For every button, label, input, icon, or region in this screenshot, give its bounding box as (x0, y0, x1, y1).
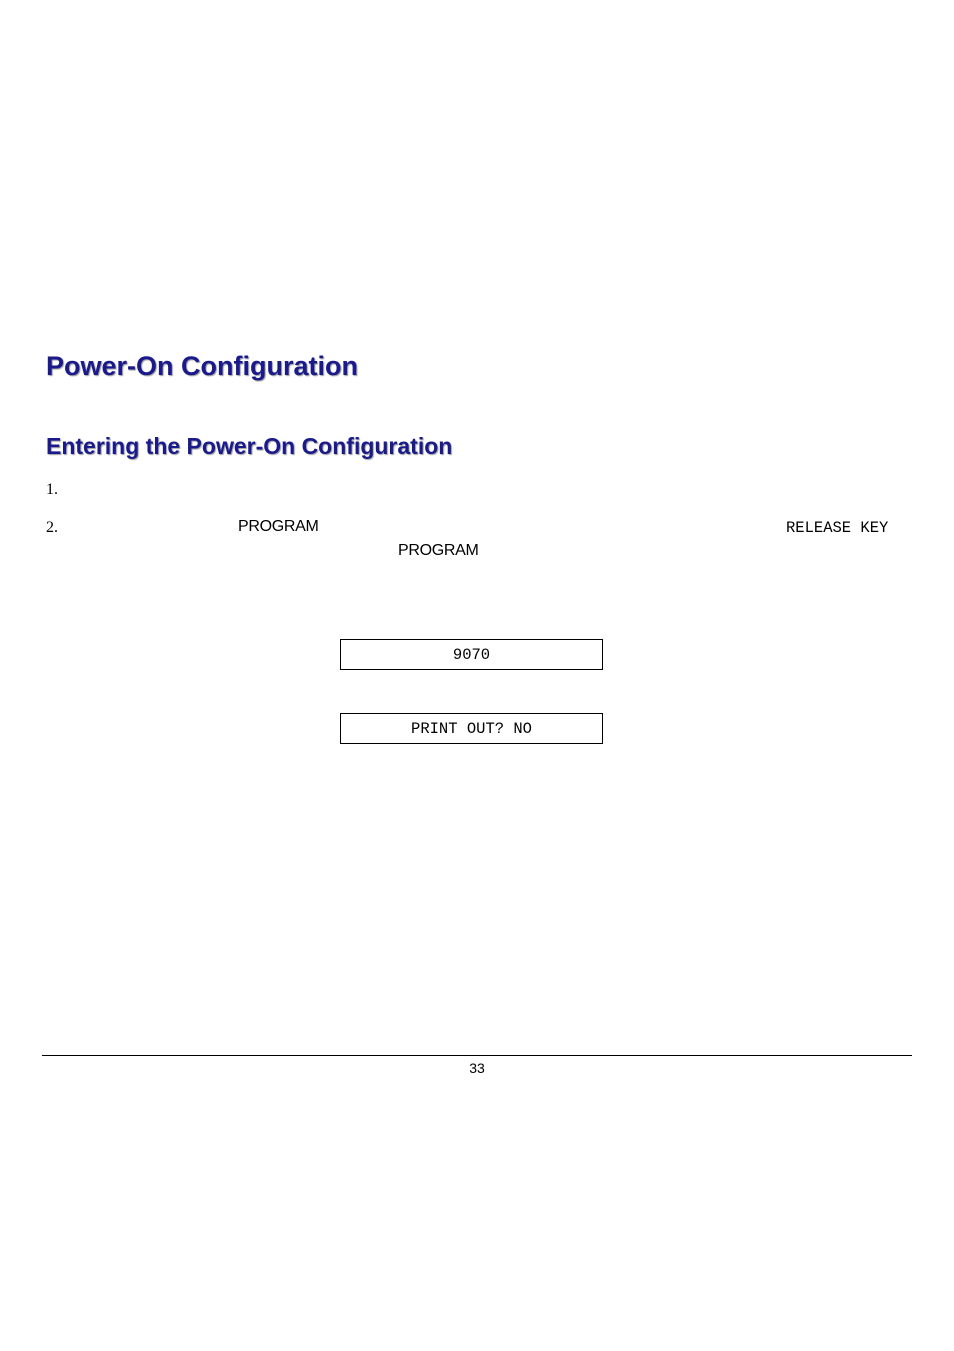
release-key-message: RELEASE KEY (786, 519, 889, 537)
lcd-display-text: PRINT OUT? NO (411, 719, 532, 738)
section-title: Power-On Configuration (46, 351, 358, 381)
subsection-title: Entering the Power-On Configuration (46, 433, 453, 459)
program-key-label-second: PROGRAM (398, 542, 479, 559)
footer-divider (42, 1055, 912, 1056)
lcd-display-text: 9070 (452, 645, 491, 664)
lcd-display-print-out (340, 713, 603, 744)
step-2-number: 2. (46, 519, 58, 536)
lcd-display-code (340, 639, 603, 670)
page-number: 33 (469, 1060, 485, 1076)
step-1-number: 1. (46, 481, 58, 498)
program-key-label: PROGRAM (238, 518, 319, 535)
